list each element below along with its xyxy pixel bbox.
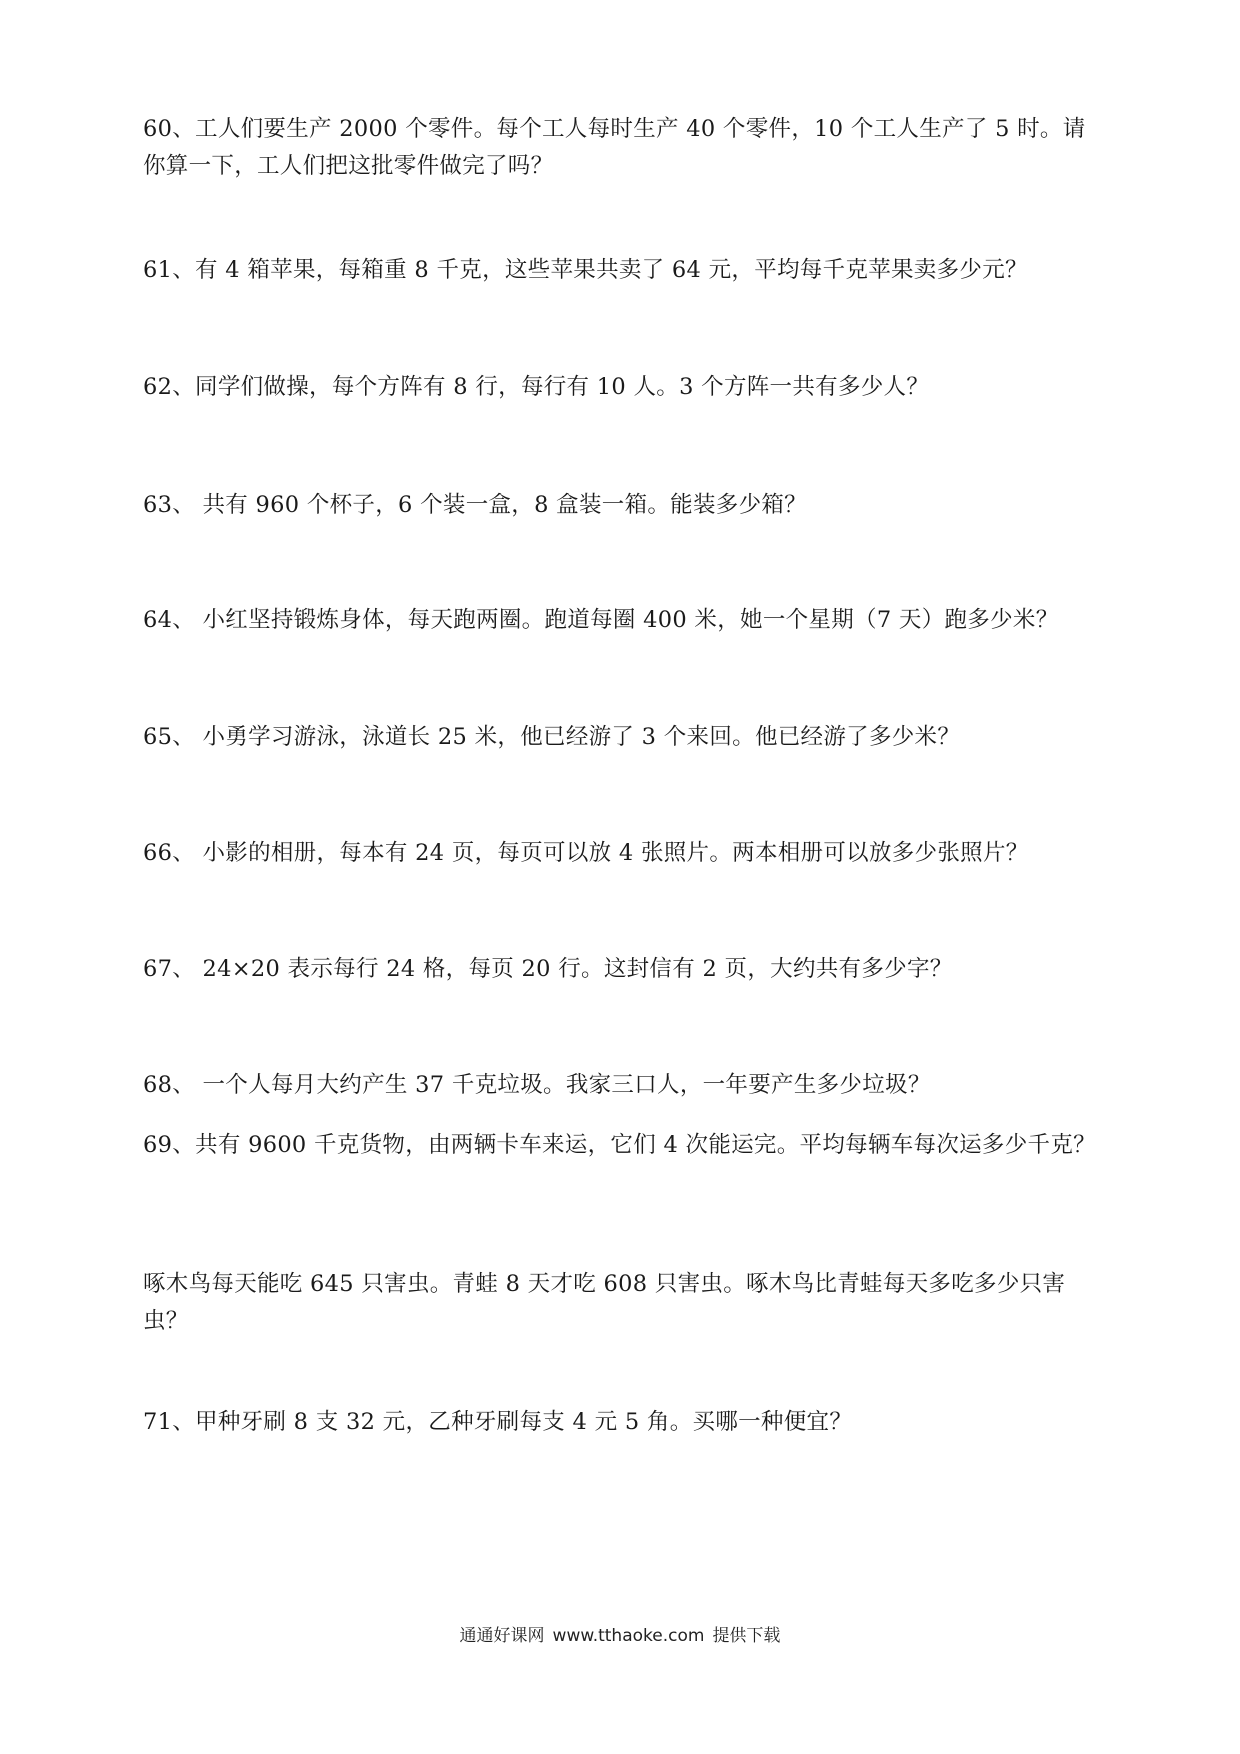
problem-number: 66、 <box>143 840 196 866</box>
problem-text: 有 4 箱苹果，每箱重 8 千克，这些苹果共卖了 64 元，平均每千克苹果卖多少元？ <box>195 257 1028 283</box>
problem-text: 小勇学习游泳，泳道长 25 米，他已经游了 3 个来回。他已经游了多少米？ <box>195 724 961 750</box>
problem-64 <box>143 602 1103 639</box>
problem-text: 工人们要生产 2000 个零件。每个工人每时生产 40 个零件，10 个工人生产了 5 时。请你算一下，工人们把这批零件做完了吗？ <box>143 116 1086 179</box>
footer-suffix: 提供下载 <box>712 1626 781 1646</box>
problem-text: 同学们做操，每个方阵有 8 行，每行有 10 人。3 个方阵一共有多少人？ <box>195 374 930 400</box>
problem-number: 67、 <box>143 956 196 982</box>
problem-text: 共有 9600 千克货物，由两辆卡车来运，它们 4 次能运完。平均每辆车每次运多少千克？ <box>195 1132 1096 1158</box>
problem-68 <box>143 1067 1103 1104</box>
problem-number: 62、 <box>143 374 196 400</box>
page-footer <box>0 1624 1240 1648</box>
problem-number: 64、 <box>143 607 196 633</box>
problem-61 <box>143 252 1103 289</box>
problem-text: 一个人每月大约产生 37 千克垃圾。我家三口人，一年要产生多少垃圾？ <box>195 1072 931 1098</box>
problem-text: 小影的相册，每本有 24 页，每页可以放 4 张照片。两本相册可以放多少张照片？ <box>195 840 1029 866</box>
problem-number: 69、 <box>143 1132 196 1158</box>
problem-70 <box>143 1266 1103 1340</box>
problem-number: 61、 <box>143 257 196 283</box>
problem-67 <box>143 951 1103 988</box>
problem-text: 共有 960 个杯子，6 个装一盒，8 盒装一箱。能装多少箱？ <box>195 492 807 518</box>
problem-number: 63、 <box>143 492 196 518</box>
problem-text: 小红坚持锻炼身体，每天跑两圈。跑道每圈 400 米，她一个星期（7 天）跑多少米？ <box>195 607 1059 633</box>
problem-number: 65、 <box>143 724 196 750</box>
problem-66 <box>143 835 1103 872</box>
problem-text: 24×20 表示每行 24 格，每页 20 行。这封信有 2 页，大约共有多少字？ <box>195 956 953 982</box>
problem-text: 甲种牙刷 8 支 32 元，乙种牙刷每支 4 元 5 角。买哪一种便宜？ <box>195 1409 853 1435</box>
problem-number: 60、 <box>143 116 196 142</box>
footer-url-link[interactable]: www.tthaoke.com <box>552 1626 705 1646</box>
problem-number: 68、 <box>143 1072 196 1098</box>
problem-62 <box>143 369 1103 406</box>
problem-69 <box>143 1127 1103 1164</box>
problem-65 <box>143 719 1103 756</box>
problem-60 <box>143 111 1103 185</box>
problem-number: 71、 <box>143 1409 196 1435</box>
problem-71 <box>143 1404 1103 1441</box>
problem-text: 啄木鸟每天能吃 645 只害虫。青蛙 8 天才吃 608 只害虫。啄木鸟比青蛙每天多吃多少只害虫？ <box>143 1271 1066 1334</box>
footer-site-name: 通通好课网 <box>459 1626 545 1646</box>
problem-63 <box>143 487 1103 524</box>
